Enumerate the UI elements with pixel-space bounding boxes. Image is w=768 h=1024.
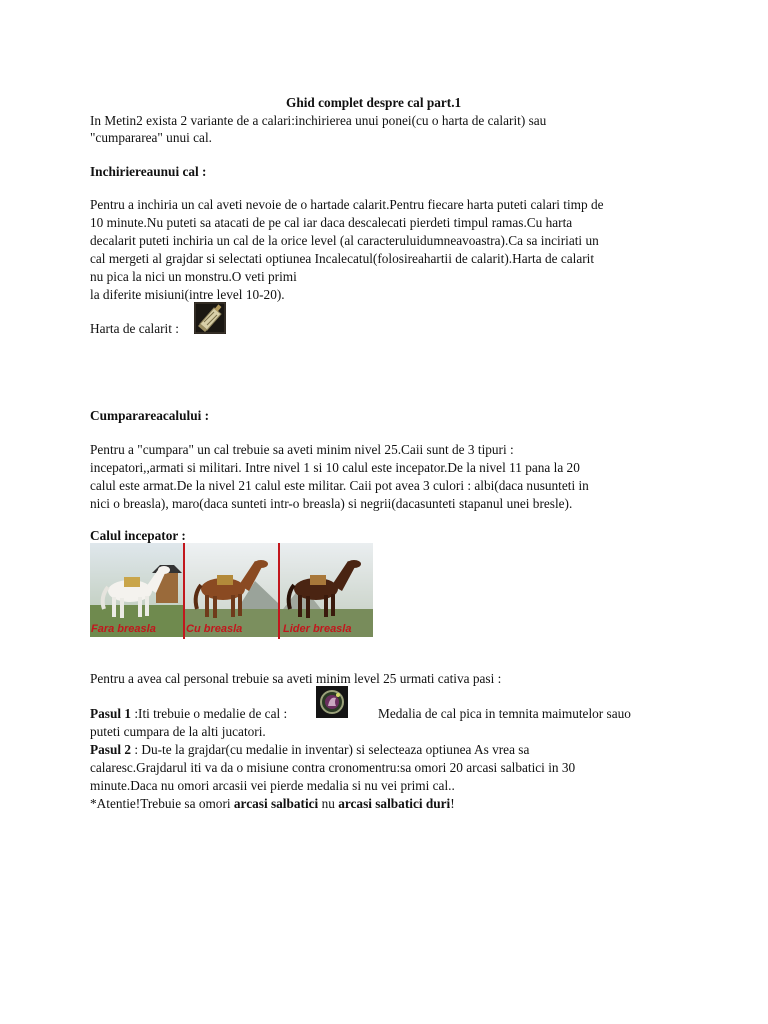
buy-heading: Cumparareacalului : bbox=[90, 408, 210, 423]
warning-text: ! bbox=[450, 796, 455, 811]
rent-line-3: decalarit puteti inchiria un cal de la orice level (al caracteruluidumneavoastra).Ca sa inciriati un bbox=[90, 233, 599, 248]
brown-horse-panel bbox=[185, 543, 278, 637]
step1-after: Medalia de cal pica in temnita maimutelor sauo bbox=[378, 706, 631, 721]
intro-line-1: In Metin2 exista 2 variante de a calari:inchirierea unui ponei(cu o harta de calarit) sau bbox=[90, 113, 547, 128]
step2-line-1 bbox=[90, 741, 529, 759]
warning-emphasis: arcasi salbatici bbox=[233, 796, 319, 811]
rent-line-6: la diferite misiuni(intre level 10-20). bbox=[90, 287, 285, 302]
step1-text: :Iti trebuie o medalie de cal : bbox=[131, 706, 288, 721]
page-title: Ghid complet despre cal part.1 bbox=[286, 95, 462, 110]
dark-horse-panel bbox=[280, 543, 373, 637]
map-label: Harta de calarit : bbox=[90, 321, 179, 336]
caption-cu-breasla: Cu breasla bbox=[186, 623, 243, 635]
rent-line-1: Pentru a inchiria un cal aveti nevoie de o hartade calarit.Pentru fiecare harta puteti calari timp de bbox=[90, 197, 604, 212]
buy-line-2: incepatori,,armati si militari. Intre nivel 1 si 10 calul este incepator.De la nivel 11 pana la 20 bbox=[90, 460, 580, 475]
white-horse-panel bbox=[90, 543, 183, 637]
beginner-horses-image bbox=[90, 543, 373, 639]
rent-heading: Inchiriereaunui cal : bbox=[90, 164, 207, 179]
buy-line-4: nici o breasla), maro(daca sunteti intr-o breasla) si negrii(dacasunteti stapanul unei bresle). bbox=[90, 496, 573, 511]
personal-intro: Pentru a avea cal personal trebuie sa aveti minim level 25 urmati cativa pasi : bbox=[90, 671, 502, 686]
step2-label: Pasul 2 bbox=[90, 742, 132, 757]
buy-line-3: calul este armat.De la nivel 21 calul este militar. Caii pot avea 3 culori : albi(daca nusunteti in bbox=[90, 478, 589, 493]
warning-text: *Atentie!Trebuie sa omori bbox=[90, 796, 234, 811]
caption-lider-breasla: Lider breasla bbox=[283, 623, 352, 635]
beginner-heading: Calul incepator : bbox=[90, 528, 186, 543]
caption-fara-breasla: Fara breasla bbox=[91, 623, 156, 635]
intro-line-2: "cumpararea" unui cal. bbox=[90, 130, 212, 145]
warning-line bbox=[90, 795, 455, 813]
warning-text: nu bbox=[318, 796, 339, 811]
riding-map-icon bbox=[194, 302, 226, 334]
step1-label: Pasul 1 bbox=[90, 706, 132, 721]
rent-line-4: cal mergeti al grajdar si selectati optiunea Incalecatul(folosireahartii de calarit).Harta de calarit bbox=[90, 251, 595, 266]
step2-line-2: calaresc.Grajdarul iti va da o misiune contra cronomentru:sa omori 20 arcasi salbatici in 30 bbox=[90, 760, 576, 775]
warning-emphasis: arcasi salbatici duri bbox=[338, 796, 451, 811]
horse-medal-icon bbox=[316, 686, 348, 718]
step2-line-3: minute.Daca nu omori arcasii vei pierde medalia si nu vei primi cal.. bbox=[90, 778, 455, 793]
rent-line-2: 10 minute.Nu puteti sa atacati de pe cal iar daca descalecati pierdeti timpul ramas.Cu harta bbox=[90, 215, 573, 230]
step1-line-2: puteti cumpara de la alti jucatori. bbox=[90, 724, 266, 739]
buy-line-1: Pentru a "cumpara" un cal trebuie sa aveti minim nivel 25.Caii sunt de 3 tipuri : bbox=[90, 442, 514, 457]
step1-line-1 bbox=[90, 705, 287, 723]
rent-line-5: nu pica la nici un monstru.O veti primi bbox=[90, 269, 297, 284]
step2-text: : Du-te la grajdar(cu medalie in inventar) si selecteaza optiunea As vrea sa bbox=[131, 742, 530, 757]
